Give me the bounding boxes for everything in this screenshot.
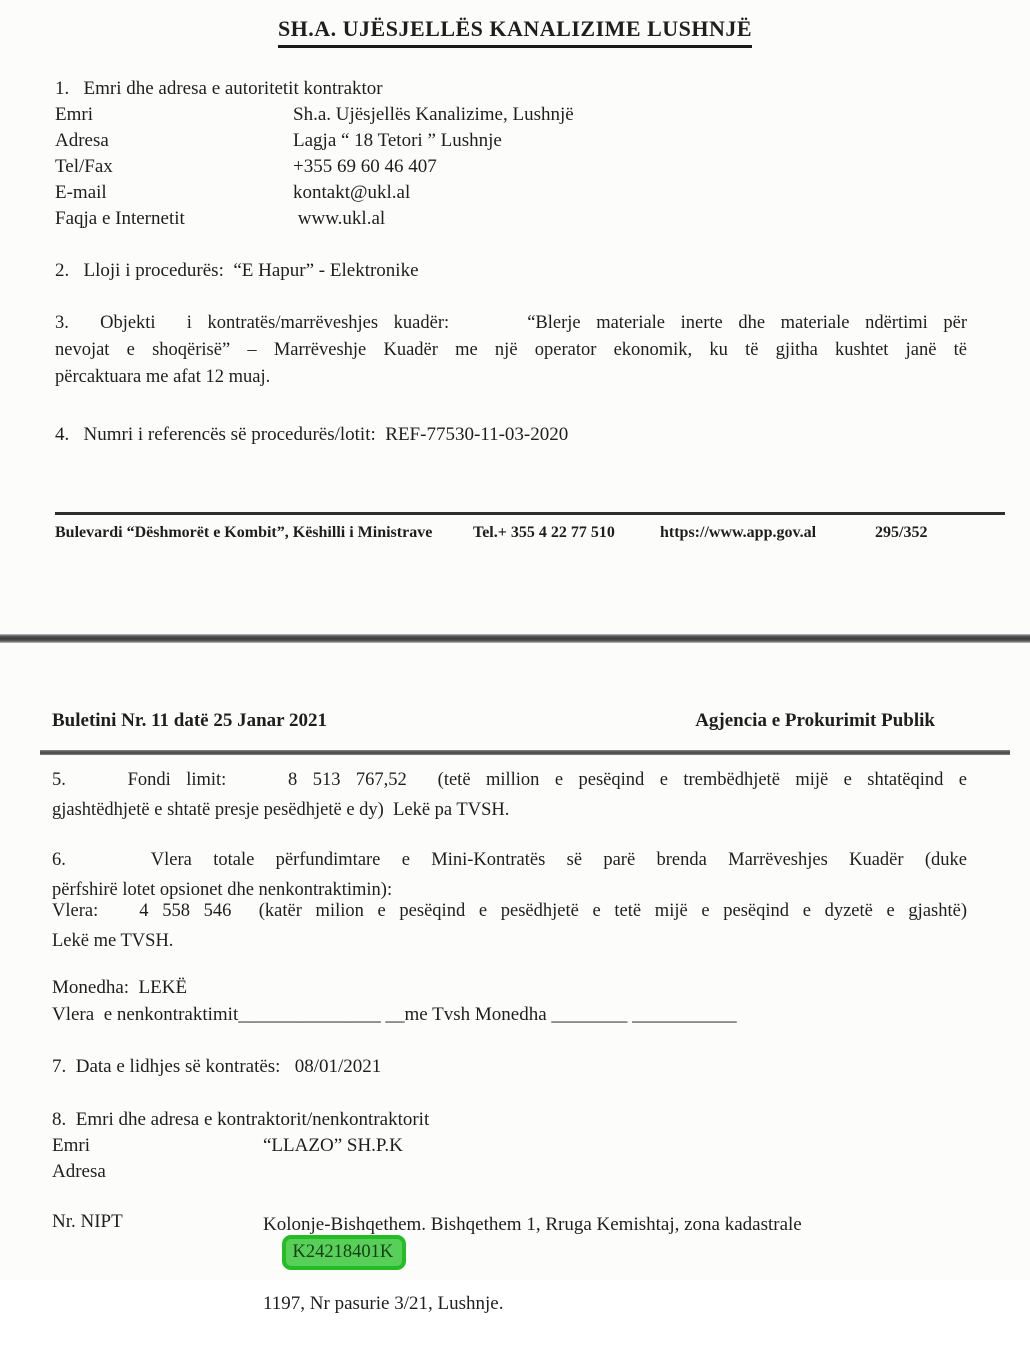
nipt-highlight [263,1209,406,1296]
section-2-line: 2. Lloji i procedurës: “E Hapur” - Elektronike [55,260,419,281]
bulletin-header-right: Agjencia e Prokurimit Publik [695,710,935,731]
field-row-emri [55,102,574,128]
page-title-text: SH.A. UJËSJELLËS KANALIZIME LUSHNJË [278,16,752,48]
section-6-heading-line-1: 6. Vlera totale përfundimtare e Mini-Kontratës së parë brenda Marrëveshjes Kuadër (duke [52,850,967,870]
field-row-telfax [55,154,437,180]
section-8-heading: 8. Emri dhe adresa e kontraktorit/nenkontraktorit [52,1109,430,1130]
section-3-line-1: 3. Objekti i kontratës/marrëveshjes kuadër: “Blerje materiale inerte dhe materiale ndërtimi për [55,313,967,333]
field-value-website: www.ukl.al [293,208,386,229]
footer-telephone: Tel.+ 355 4 22 77 510 [473,524,615,541]
contractor-address-line-1: Kolonje-Bishqethem. Bishqethem 1, Rruga Kemishtaj, zona kadastrale [263,1214,802,1235]
page-separator-bar [0,634,1030,643]
section-6-value-line-1: Vlera: 4 558 546 (katër milion e pesëqind e pesëdhjetë e tetë mijë e pesëqind e dyzetë e gjashtë) [52,901,967,921]
field-row-website [55,206,385,232]
section-3-line-3: përcaktuara me afat 12 muaj. [55,367,271,387]
contractor-name-value: “LLAZO” SH.P.K [263,1135,403,1156]
page1-footer [55,524,1015,548]
field-label-email: E-mail [55,182,107,203]
nipt-highlight-badge: K24218401K [282,1235,407,1270]
field-row-email [55,180,410,206]
field-value-telfax: +355 69 60 46 407 [293,156,437,177]
section-3-paragraph [55,310,967,391]
section-6-value-line-2: Lekë me TVSH. [52,931,174,951]
field-row-adresa [55,128,502,154]
field-value-adresa: Lagja “ 18 Tetori ” Lushnje [293,130,502,151]
contractor-nipt-row [52,1209,406,1296]
contractor-address-label: Adresa [52,1161,106,1182]
footer-page-number: 295/352 [875,524,928,541]
subcontract-value-line: Vlera e nenkontraktimit_______________ __me Tvsh Monedha ________ ___________ [52,1004,737,1025]
footer-address: Bulevardi “Dëshmorët e Kombit”, Këshilli i Ministrave [55,524,433,541]
section-7-line: 7. Data e lidhjes së kontratës: 08/01/2021 [52,1056,382,1077]
field-label-telfax: Tel/Fax [55,156,113,177]
section-6-value [52,896,967,956]
section-5-paragraph [52,765,967,825]
section-6-heading-line-2: përfshirë lotet opsionet dhe nenkontraktimin): [52,880,393,900]
bulletin-header-rule [40,750,1010,755]
field-label-website: Faqja e Internetit [55,208,185,229]
bulletin-header-left: Buletini Nr. 11 datë 25 Janar 2021 [52,710,327,731]
section-5-line-2: gjashtëdhjetë e shtatë presje pesëdhjetë e dy) Lekë pa TVSH. [52,800,510,820]
bulletin-header [52,710,935,732]
field-label-adresa: Adresa [55,130,109,151]
section-3-line-2: nevojat e shoqërisë” – Marrëveshje Kuadër me një operator ekonomik, ku të gjitha kushtet janë të [55,340,967,360]
field-value-emri: Sh.a. Ujësjellës Kanalizime, Lushnjë [293,104,574,125]
contractor-nipt-label: Nr. NIPT [52,1211,123,1232]
section-1-heading: 1. Emri dhe adresa e autoritetit kontraktor [55,78,383,99]
currency-line: Monedha: LEKË [52,977,188,998]
page-title [0,16,1030,42]
section-5-line-1: 5. Fondi limit: 8 513 767,52 (tetë million e pesëqind e trembëdhjetë mijë e shtatëqind e [52,770,967,790]
field-value-email: kontakt@ukl.al [293,182,411,203]
page1-footer-rule [55,512,1005,515]
contractor-name-row [52,1133,403,1159]
section-4-line: 4. Numri i referencës së procedurës/lotit: REF-77530-11-03-2020 [55,424,569,445]
contractor-name-label: Emri [52,1135,90,1156]
contractor-address-line-2: 1197, Nr pasurie 3/21, Lushnje. [263,1293,504,1314]
field-label-emri: Emri [55,104,93,125]
footer-url: https://www.app.gov.al [660,524,817,541]
